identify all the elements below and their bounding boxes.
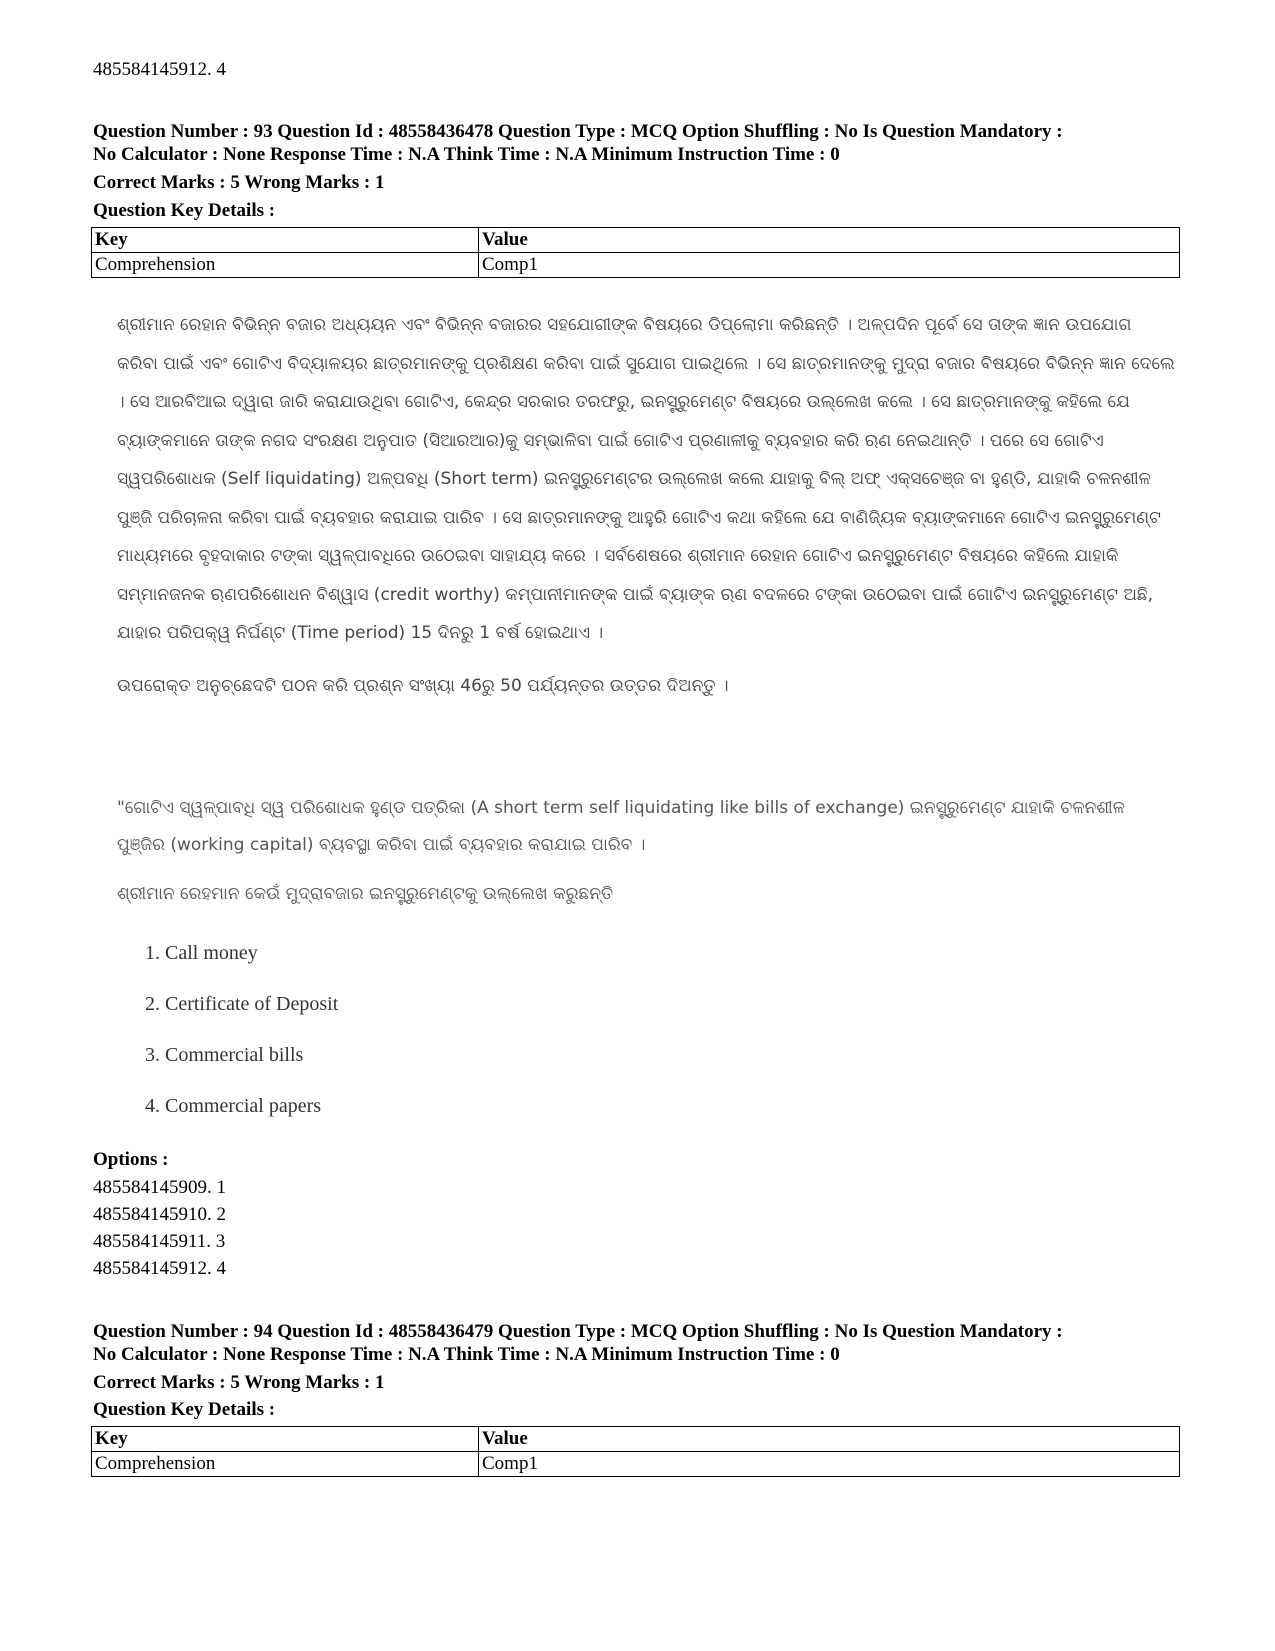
- option-line-2: 485584145910. 2: [93, 1204, 226, 1225]
- option-line-1: 485584145909. 1: [93, 1177, 226, 1198]
- key-cell: Comprehension: [92, 1452, 479, 1477]
- q93-marks: Correct Marks : 5 Wrong Marks : 1: [93, 172, 385, 193]
- q93-header-line2: No Calculator : None Response Time : N.A Think Time : N.A Minimum Instruction Time : 0: [93, 144, 840, 165]
- q93-header-line1: Question Number : 93 Question Id : 48558436478 Question Type : MCQ Option Shuffling : No Is Question Mandatory :: [93, 121, 1063, 142]
- passage-text: ଶ୍ରୀମାନ ରେହାନ ବିଭିନ୍ନ ବଜାର ଅଧ୍ୟୟନ ଏବଂ ବିଭିନ୍ନ ବଜାରର ସହଯୋଗୀଙ୍କ ବିଷୟରେ ଡିପ୍ଲୋମା କରିଛନ୍ତି । ଅଳ୍ପଦିନ ପୂର୍ବେ ସେ ତାଙ୍କ ଜ୍ଞାନ ଉପଯୋଗ କରିବା ପାଇଁ ଏବଂ ଗୋଟିଏ ବିଦ୍ୟାଳୟର ଛାତ୍ରମାନଙ୍କୁ ପ୍ରଶିକ୍ଷଣ କରିବା ପାଇଁ ସୁଯୋଗ ପାଇଥିଲେ । ସେ ଛାତ୍ରମାନଙ୍କୁ ମୁଦ୍ରା ବଜାର ବିଷୟରେ ବିଭିନ୍ନ ଜ୍ଞାନ ଦେଲେ । ସେ ଆରବିଆଇ ଦ୍ୱାରା ଜାରି କରାଯାଉଥିବା ଗୋଟିଏ, କେନ୍ଦ୍ର ସରକାର ତରଫରୁ, ଇନସ୍ଟ୍ରୁମେଣ୍ଟ ବିଷୟରେ ଉଲ୍ଲେଖ କଲେ । ସେ ଛାତ୍ରମାନଙ୍କୁ କହିଲେ ଯେ ବ୍ୟାଙ୍କମାନେ ତାଙ୍କ ନଗଦ ସଂରକ୍ଷଣ ଅନୁପାତ (ସିଆରଆର)କୁ ସମ୍ଭାଳିବା ପାଇଁ ଗୋଟିଏ ପ୍ରଣାଳୀକୁ ବ୍ୟବହାର କରି ଋଣ ନେଇଥାନ୍ତି । ପରେ ସେ ଗୋଟିଏ ସ୍ୱପରିଶୋଧକ (Self liquidating) ଅଳ୍ପବଧି (Short term) ଇନସ୍ଟ୍ରୁମେଣ୍ଟର ଉଲ୍ଲେଖ କଲେ ଯାହାକୁ ବିଲ୍ ଅଫ୍ ଏକ୍ସଚେଞ୍ଜ ବା ହୁଣ୍ଡି, ଯାହାକି ଚଳନଶୀଳ ପୁଞ୍ଜି ପରିଚାଳନା କରିବା ପାଇଁ ବ୍ୟବହାର କରାଯାଇ ପାରିବ । ସେ ଛାତ୍ରମାନଙ୍କୁ ଆହୁରି ଗୋଟିଏ କଥା କହିଲେ ଯେ ବାଣିଜ୍ୟିକ ବ୍ୟାଙ୍କମାନେ ଗୋଟିଏ ଇନସ୍ଟ୍ରୁମେଣ୍ଟ ମାଧ୍ୟମରେ ବୃହଦାକାର ଟଙ୍କା ସ୍ୱଳ୍ପାବଧିରେ ଉଠେଇବା ସାହାଯ୍ୟ କରେ । ସର୍ବଶେଷରେ ଶ୍ରୀମାନ ରେହାନ ଗୋଟିଏ ଇନସ୍ଟ୍ରୁମେଣ୍ଟ ବିଷୟରେ କହିଲେ ଯାହାକି ସମ୍ମାନଜନକ ଋଣପରିଶୋଧନ ବିଶ୍ୱାସ (credit worthy) କମ୍ପାନୀମାନଙ୍କ ପାଇଁ ବ୍ୟାଙ୍କ ଋଣ ବଦଳରେ ଟଙ୍କା ଉଠେଇବା ପାଇଁ ଗୋଟିଏ ଇନସ୍ଟ୍ରୁମେଣ୍ଟ ଅଛି, ଯାହାର ପରିପକ୍ୱ ନିର୍ଘଣ୍ଟ (Time period) 15 ଦିନରୁ 1 ବର୍ଷ ହୋଇଥାଏ ।: [117, 315, 1175, 643]
- q93-key-details-label: Question Key Details :: [93, 200, 276, 221]
- choice-2: 2. Certificate of Deposit: [145, 993, 339, 1015]
- q94-header-line2: No Calculator : None Response Time : N.A Think Time : N.A Minimum Instruction Time : 0: [93, 1344, 840, 1365]
- key-cell: Comprehension: [92, 253, 479, 278]
- option-line-4: 485584145912. 4: [93, 1258, 226, 1279]
- previous-option-line: 485584145912. 4: [93, 59, 226, 80]
- q94-key-details-label: Question Key Details :: [93, 1399, 276, 1420]
- q94-key-table: [91, 1426, 1180, 1477]
- option-line-3: 485584145911. 3: [93, 1231, 226, 1252]
- choice-4: 4. Commercial papers: [145, 1095, 322, 1117]
- key-header: Key: [92, 1427, 479, 1452]
- question-stem: ଶ୍ରୀମାନ ରେହମାନ କେଉଁ ମୁଦ୍ରାବଜାର ଇନସ୍ଟ୍ରୁମେଣ୍ଟକୁ ଉଲ୍ଲେଖ କରୁଛନ୍ତି: [117, 884, 614, 904]
- passage-instruction: ଉପରୋକ୍ତ ଅନୁଚ୍ଛେଦଟି ପଠନ କରି ପ୍ରଶ୍ନ ସଂଖ୍ୟା 46ରୁ 50 ପର୍ଯ୍ୟନ୍ତର ଉତ୍ତର ଦିଅନ୍ତୁ ।: [117, 675, 729, 696]
- q94-marks: Correct Marks : 5 Wrong Marks : 1: [93, 1372, 385, 1393]
- options-label: Options :: [93, 1149, 169, 1170]
- comprehension-passage: [117, 306, 1177, 705]
- key-header: Key: [92, 228, 479, 253]
- q94-header-line1: Question Number : 94 Question Id : 48558436479 Question Type : MCQ Option Shuffling : No Is Question Mandatory :: [93, 1321, 1063, 1342]
- value-header: Value: [479, 228, 1180, 253]
- question-quote: "ଗୋଟିଏ ସ୍ୱଳ୍ପାବଧି ସ୍ୱ ପରିଶୋଧକ ହୁଣ୍ଡ ପତ୍ରିକା (A short term self liquidating like bills of exchange) ଇନସ୍ଟ୍ରୁମେଣ୍ଟ ଯାହାକି ଚଳନଶୀଳ ପୁଞ୍ଜିର (working capital) ବ୍ୟବସ୍ଥା କରିବା ପାଇଁ ବ୍ୟବହାର କରାଯାଇ ପାରିବ ।: [117, 798, 1125, 855]
- value-cell: Comp1: [479, 1452, 1180, 1477]
- q93-key-table: [91, 227, 1180, 278]
- value-cell: Comp1: [479, 253, 1180, 278]
- choice-3: 3. Commercial bills: [145, 1044, 304, 1066]
- choice-1: 1. Call money: [145, 942, 258, 964]
- value-header: Value: [479, 1427, 1180, 1452]
